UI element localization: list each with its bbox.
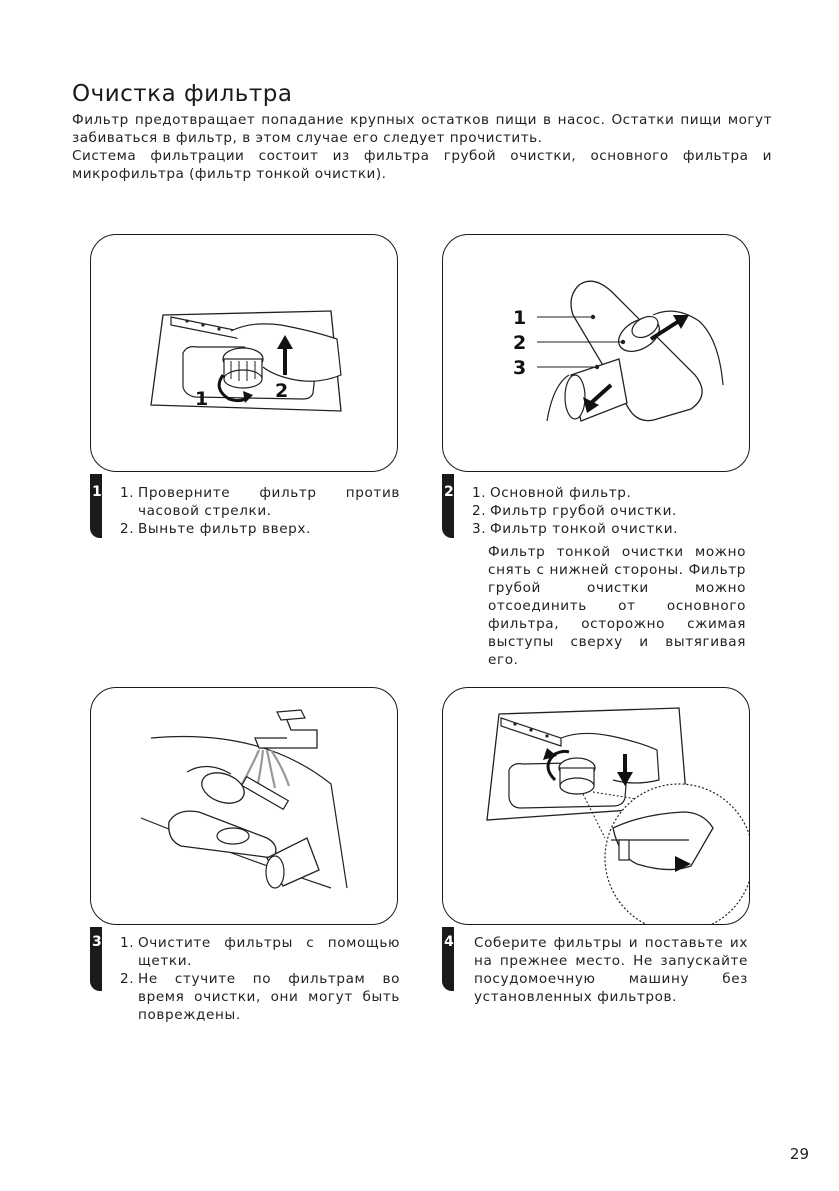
intro-paragraph-2: Система фильтрации состоит из фильтра грубой очистки, основного фильтра и микрофильтра (фильтр тонкой очистки). (72, 148, 772, 182)
page-title: Очистка фильтра (72, 81, 293, 108)
page-number: 29 (789, 1145, 809, 1163)
step-2-list (472, 484, 748, 538)
list-item: 1. Проверните фильтр против часовой стрелки. (120, 485, 400, 519)
step-3-illustration (90, 687, 398, 925)
step-3-list (120, 934, 400, 1024)
step-2-drawing (443, 235, 749, 471)
step-3-number: 3 (92, 934, 102, 950)
list-item: 2. Не стучите по фильтрам во время очистки, они могут быть повреждены. (120, 971, 400, 1023)
list-item: 3. Фильтр тонкой очистки. (472, 521, 679, 537)
list-item: 1. Основной фильтр. (472, 485, 632, 501)
step-4-illustration (442, 687, 750, 925)
figure-label-1: 1 (195, 388, 209, 410)
intro-paragraph-1: Фильтр предотвращает попадание крупных остатков пищи в насос. Остатки пищи могут забиваться в фильтр, в этом случае его следует прочистить. (72, 112, 772, 146)
step-2-note: Фильтр тонкой очистки можно снять с нижней стороны. Фильтр грубой очистки можно отсоединить от основного фильтра, осторожно сжимая выступы сверху и вытягивая его. (488, 544, 746, 668)
figure-label-2: 2 (275, 380, 289, 402)
step-1-illustration (90, 234, 398, 472)
figure-label-3: 3 (513, 357, 527, 379)
figure-label-1: 1 (513, 307, 527, 329)
step-4-text: Соберите фильтры и поставьте их на прежнее место. Не запускайте посудомоечную машину без установленных фильтров. (474, 935, 748, 1005)
list-item: 2. Выньте фильтр вверх. (120, 521, 311, 537)
step-3-drawing (91, 688, 397, 924)
figure-label-2: 2 (513, 332, 527, 354)
step-2-illustration (442, 234, 750, 472)
step-1-drawing (91, 235, 397, 471)
list-item: 2. Фильтр грубой очистки. (472, 503, 677, 519)
step-2-number: 2 (444, 484, 454, 500)
intro-text (72, 111, 772, 183)
step-4-drawing (443, 688, 749, 924)
step-4-number: 4 (444, 934, 454, 950)
list-item: 1. Очистите фильтры с помощью щетки. (120, 935, 400, 969)
step-1-number: 1 (92, 484, 102, 500)
step-1-list (120, 484, 400, 538)
